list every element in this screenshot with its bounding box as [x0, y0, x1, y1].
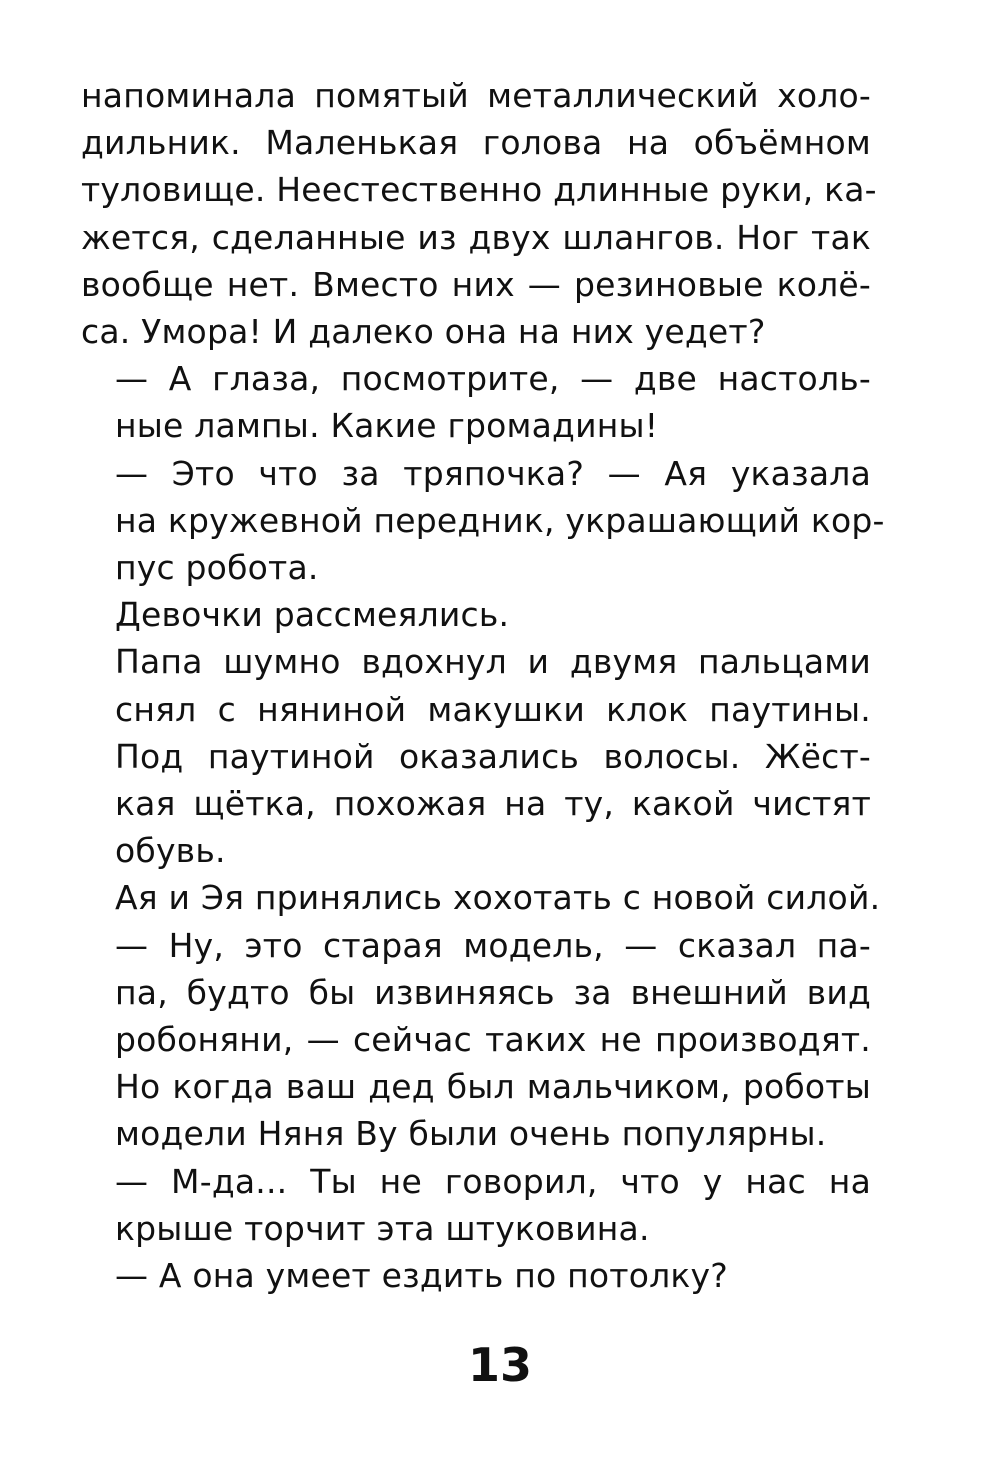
text-line: кая щётка, похожая на ту, какой чистят: [115, 784, 871, 824]
text-line: — М-да... Ты не говорил, что у нас на: [115, 1161, 871, 1201]
text-line: робоняни, — сейчас таких не производят.: [115, 1020, 871, 1060]
text-line: обувь.: [115, 831, 226, 871]
text-line: — А глаза, посмотрите, — две настоль-: [115, 359, 871, 399]
paragraph: [81, 922, 871, 1158]
text-line: на кружевной передник, украшающий кор-: [115, 500, 885, 540]
text-line: модели Няня Ву были очень популярны.: [115, 1114, 827, 1154]
page-number: 13: [467, 1338, 532, 1392]
text-line: — Ну, это старая модель, — сказал па-: [115, 925, 871, 965]
paragraph: [81, 355, 871, 449]
paragraph: [81, 874, 881, 921]
paragraph: [81, 591, 871, 638]
text-line: Ая и Эя принялись хохотать с новой силой.: [115, 878, 881, 918]
text-line: напоминала помятый металлический холо-: [81, 76, 871, 115]
text-line: Под паутиной оказались волосы. Жёст-: [115, 736, 871, 776]
text-line: дильник. Маленькая голова на объёмном: [81, 123, 871, 163]
text-line: вообще нет. Вместо них — резиновые колё-: [81, 264, 871, 304]
paragraph: [81, 72, 877, 355]
text-line: жется, сделанные из двух шлангов. Ног так: [81, 217, 871, 257]
text-line: Девочки рассмеялись.: [115, 595, 510, 635]
text-line: снял с няниной макушки клок паутины.: [115, 689, 871, 729]
text-line: Папа шумно вдохнул и двумя пальцами: [115, 642, 871, 682]
paragraph: [81, 1158, 871, 1252]
text-line: крыше торчит эта штуковина.: [115, 1208, 650, 1248]
text-line: — Это что за тряпочка? — Ая указала: [115, 453, 871, 493]
text-line: са. Умора! И далеко она на них уедет?: [81, 312, 766, 352]
text-line: Но когда ваш дед был мальчиком, роботы: [115, 1067, 871, 1107]
text-line: па, будто бы извиняясь за внешний вид: [115, 972, 871, 1012]
page-text: [81, 72, 885, 1299]
text-line: туловище. Неестественно длинные руки, ка-: [81, 170, 877, 210]
paragraph: [81, 1252, 871, 1299]
text-line: — А она умеет ездить по потолку?: [115, 1256, 728, 1296]
paragraph: [81, 638, 871, 874]
paragraph: [81, 450, 885, 592]
text-line: ные лампы. Какие громадины!: [115, 406, 659, 446]
text-line: пус робота.: [115, 548, 319, 588]
